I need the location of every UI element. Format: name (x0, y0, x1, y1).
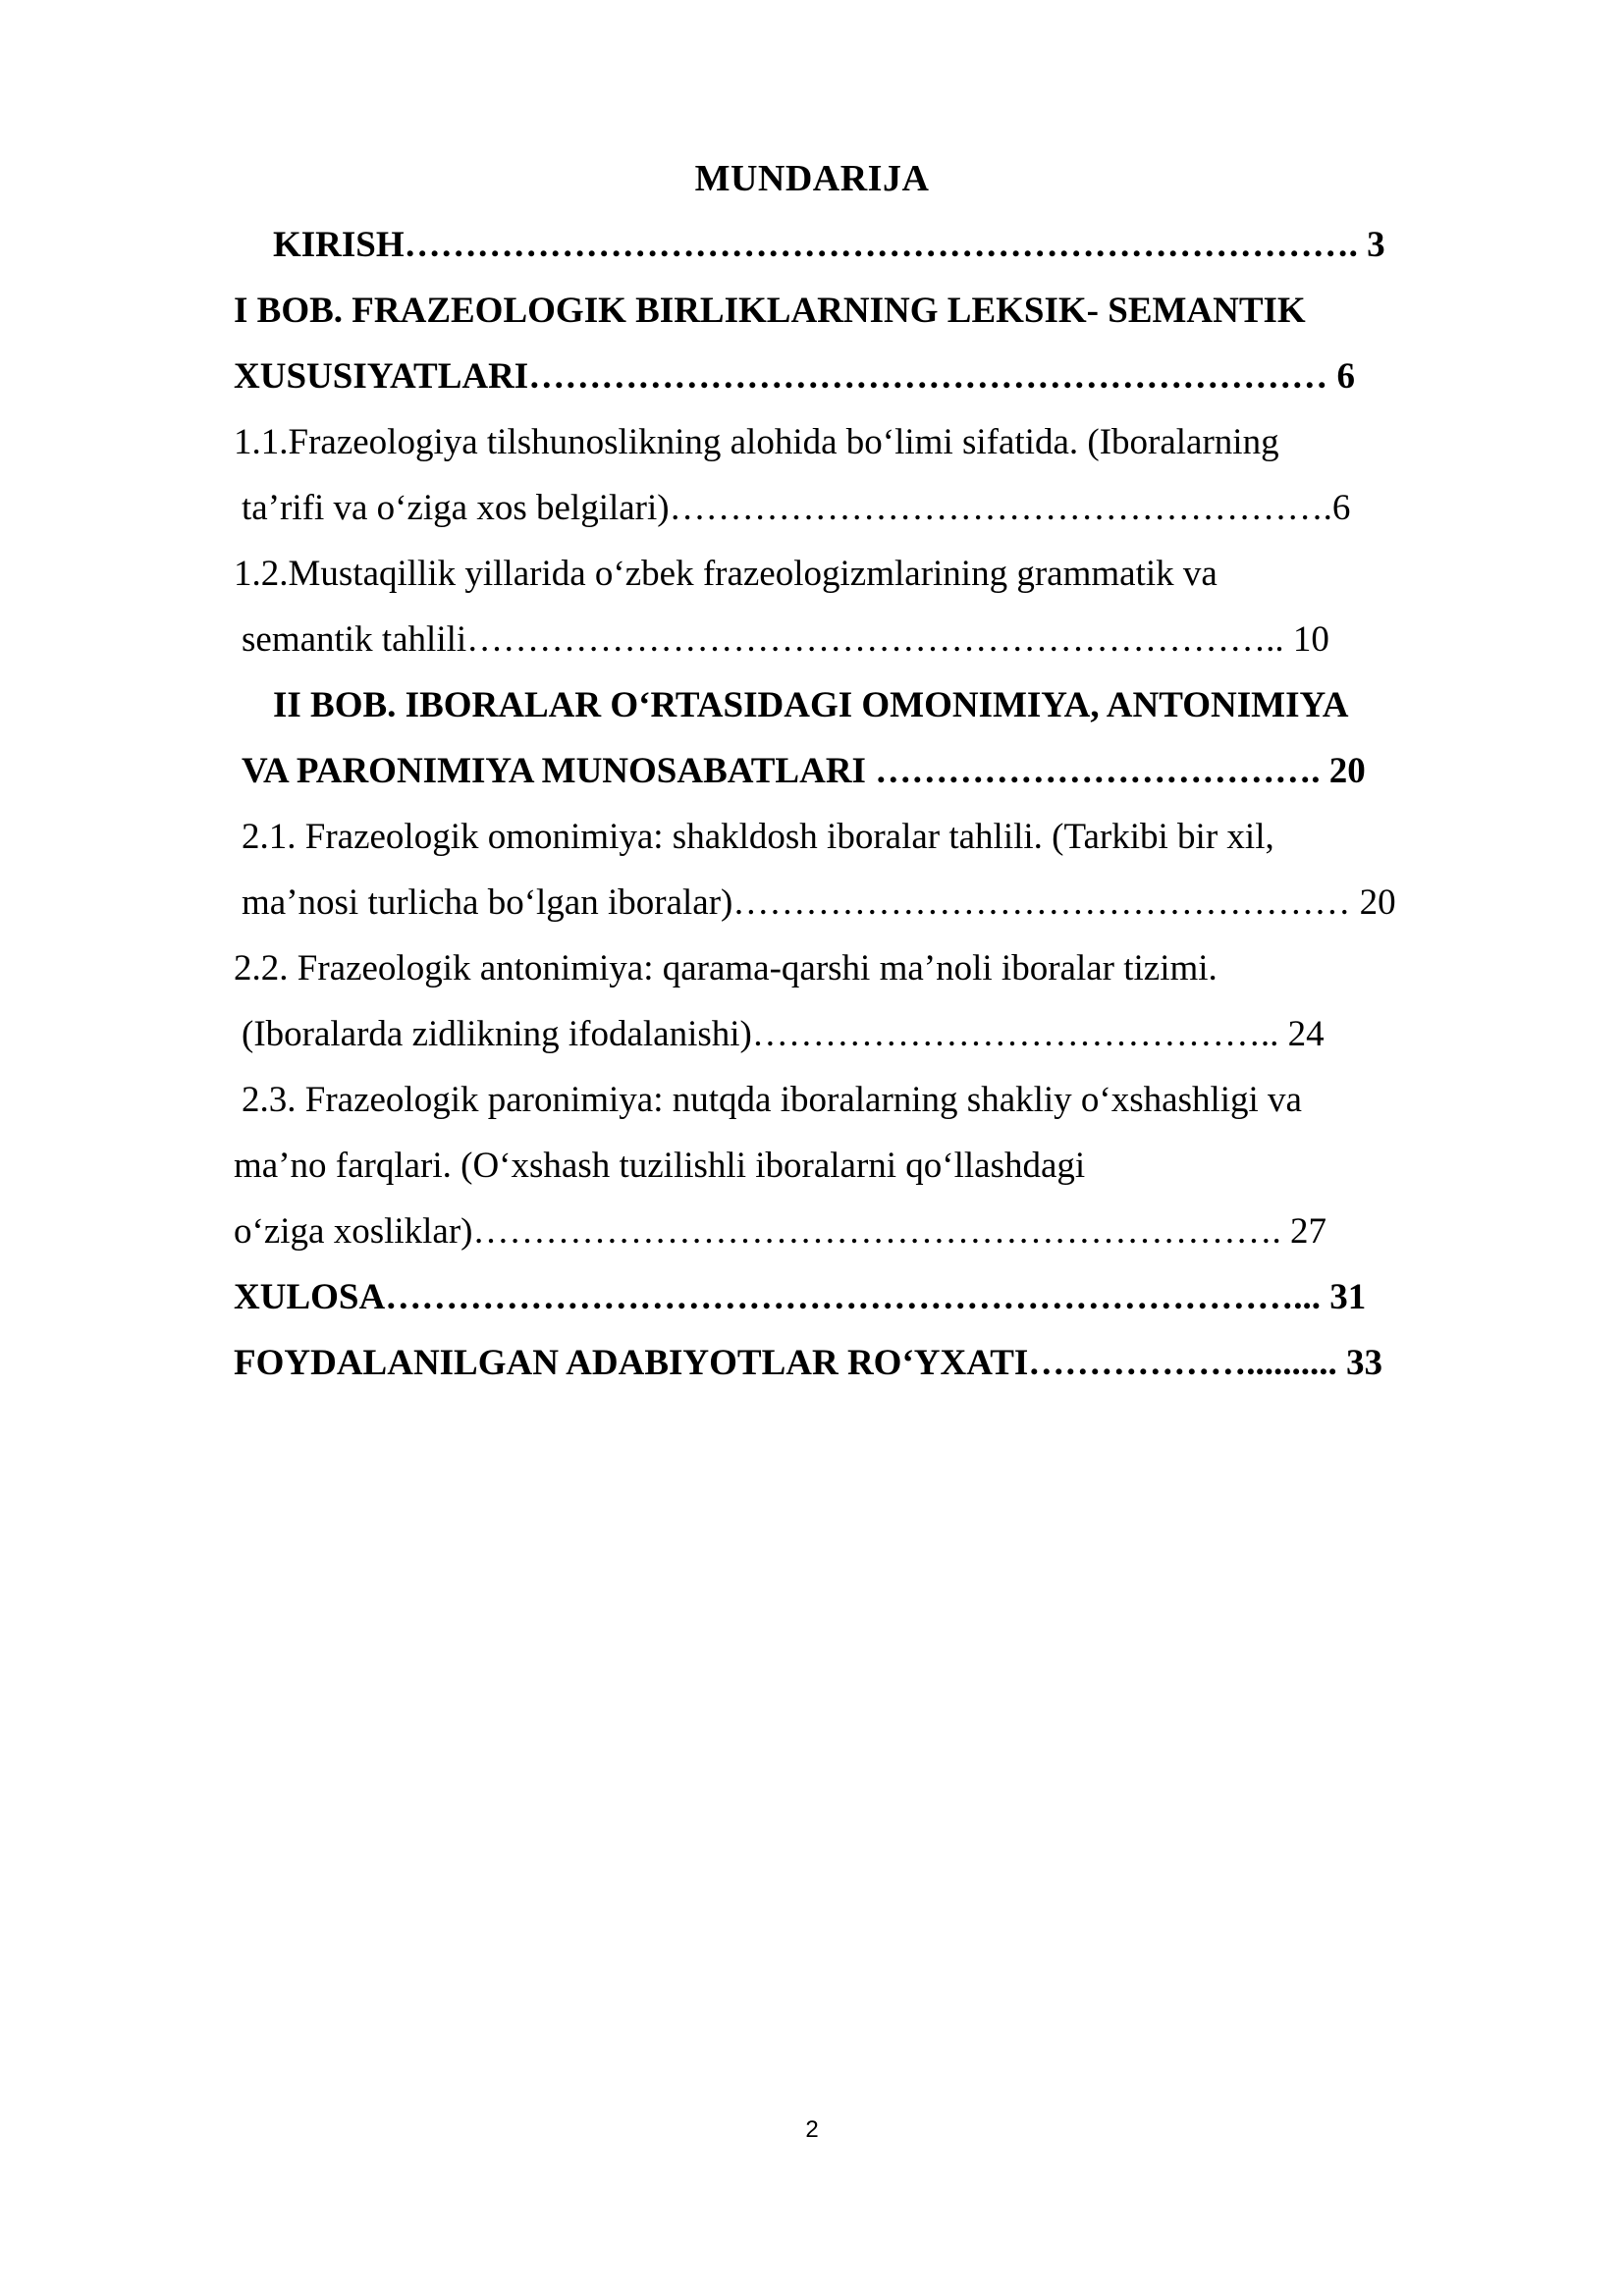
toc-entry-section-2-2-cont: (Iboralarda zidlikning ifodalanishi)…………………………………….. 24 (242, 1014, 1325, 1054)
page-number: 2 (805, 2116, 819, 2143)
toc-entry-xulosa: XULOSA…………………………………………………………………... 31 (234, 1277, 1367, 1317)
toc-entry-references: FOYDALANILGAN ADABIYOTLAR RO‘YXATI……………….......... 33 (234, 1343, 1383, 1383)
toc-entry-chapter-1-title-cont: XUSUSIYATLARI………………………………………………………… 6 (234, 356, 1355, 397)
toc-entry-section-2-1: 2.1. Frazeologik omonimiya: shakldosh iboralar tahlili. (Tarkibi bir xil, (242, 817, 1274, 857)
toc-entry-section-1-1-cont: ta’rifi va o‘ziga xos belgilari)……………………………………………….6 (242, 488, 1351, 528)
toc-entry-kirish: KIRISH……………………………………………………………………. 3 (273, 225, 1385, 265)
toc-entry-section-1-2: 1.2.Mustaqillik yillarida o‘zbek frazeologizmlarining grammatik va (234, 554, 1218, 594)
toc-entry-section-2-3: 2.3. Frazeologik paronimiya: nutqda iboralarning shakliy o‘xshashligi va (242, 1080, 1302, 1120)
toc-entry-section-2-2: 2.2. Frazeologik antonimiya: qarama-qarshi ma’noli iboralar tizimi. (234, 948, 1218, 988)
toc-entry-section-2-3-cont: ma’no farqlari. (O‘xshash tuzilishli iboralarni qo‘llashdagi (234, 1146, 1086, 1186)
toc-entry-section-2-1-cont: ma’nosi turlicha bo‘lgan iboralar)…………………………………………… 20 (242, 882, 1396, 923)
page-title: MUNDARIJA (694, 158, 930, 199)
toc-entry-section-2-3-cont-2: o‘ziga xosliklar)…………………………………………………………. 27 (234, 1211, 1326, 1252)
toc-entry-section-1-2-cont: semantik tahlili………………………………………………………….. 10 (242, 619, 1329, 660)
toc-entry-chapter-1-title: I BOB. FRAZEOLOGIK BIRLIKLARNING LEKSIK- SEMANTIK (234, 291, 1306, 331)
toc-entry-chapter-2-title: II BOB. IBORALAR O‘RTASIDAGI OMONIMIYA, ANTONIMIYA (273, 685, 1349, 725)
toc-entry-chapter-2-title-cont: VA PARONIMIYA MUNOSABATLARI ………………………………. 20 (242, 751, 1366, 791)
toc-entry-section-1-1: 1.1.Frazeologiya tilshunoslikning alohida bo‘limi sifatida. (Iboralarning (234, 422, 1279, 462)
